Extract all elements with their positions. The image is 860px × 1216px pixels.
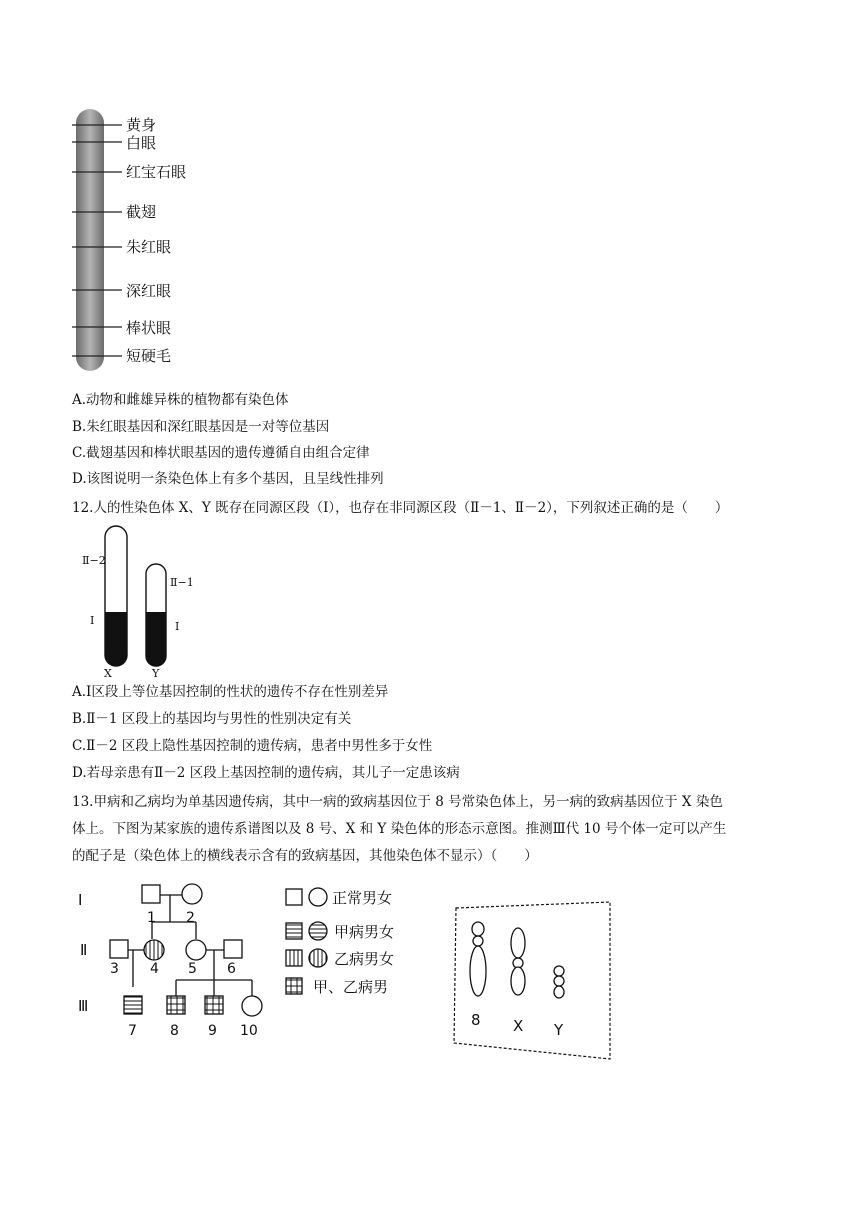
- legend-label: 乙病男女: [334, 950, 395, 968]
- gene-label: 深红眼: [126, 282, 172, 300]
- individual-number: 1: [147, 910, 156, 926]
- individual-number: 7: [128, 1023, 137, 1039]
- individual-10-female: [242, 996, 262, 1016]
- chromosome-label: 8: [471, 1011, 481, 1029]
- individual-number: 9: [208, 1023, 217, 1039]
- individual-number: 10: [240, 1023, 258, 1039]
- legend-normal-male-icon: [286, 889, 302, 905]
- option-a: A.Ⅰ区段上等位基因控制的性状的遗传不存在性别差异: [72, 684, 389, 700]
- generation-label: Ⅲ: [78, 997, 89, 1015]
- individual-6-male: [224, 940, 242, 958]
- individual-9-male-both-diseases: [205, 996, 223, 1014]
- individual-1-male: [142, 885, 160, 903]
- chromosome-y-short-arm: [554, 966, 564, 976]
- label-ii-1: Ⅱ−1: [170, 576, 194, 589]
- gene-label: 黄身: [126, 116, 157, 134]
- sex-chromosome-figure: [82, 522, 222, 678]
- question-13-stem-line-3: 的配子是（染色体上的横线表示含有的致病基因，其他染色体不显示）（ ）: [72, 848, 538, 864]
- chromosome-8-short-arm: [472, 922, 484, 936]
- x-homologous-segment: [105, 612, 127, 666]
- gene-label: 短硬毛: [126, 347, 172, 365]
- legend-both-male-icon: [286, 978, 302, 994]
- individual-number: 2: [186, 910, 195, 926]
- individual-number: 8: [170, 1023, 179, 1039]
- individual-number: 5: [188, 961, 197, 977]
- generation-label: Ⅱ: [80, 941, 88, 959]
- chromosome-y-centromere: [554, 976, 564, 986]
- chromosome-x-short-arm: [511, 928, 525, 958]
- chromosome-y-long-arm: [554, 986, 564, 998]
- label-x: X: [104, 667, 112, 678]
- individual-number: 6: [227, 961, 236, 977]
- individual-8-male-both-diseases: [167, 996, 185, 1014]
- option-d: D.该图说明一条染色体上有多个基因，且呈线性排列: [72, 471, 384, 487]
- option-b: B.朱红眼基因和深红眼基因是一对等位基因: [72, 419, 330, 435]
- chromosome-label: Y: [554, 1021, 564, 1039]
- gene-label: 朱红眼: [126, 238, 172, 256]
- chromosome-8-centromere: [473, 936, 483, 946]
- label-y: Y: [152, 667, 160, 678]
- gene-map-figure: [70, 105, 210, 375]
- chromosome-body: [76, 109, 104, 371]
- option-d: D.若母亲患有Ⅱ－2 区段上基因控制的遗传病，其儿子一定患该病: [72, 765, 460, 781]
- gene-label: 白眼: [126, 134, 157, 152]
- individual-4-female-yi-disease: [144, 940, 164, 960]
- legend-normal-female-icon: [309, 888, 327, 906]
- individual-number: 3: [110, 961, 119, 977]
- option-c: C.Ⅱ－2 区段上隐性基因控制的遗传病，患者中男性多于女性: [72, 738, 433, 754]
- gene-label: 棒状眼: [126, 319, 172, 337]
- individual-number: 4: [150, 961, 159, 977]
- individual-3-male: [110, 940, 128, 958]
- legend-yi-female-icon: [309, 949, 327, 967]
- option-b: B.Ⅱ－1 区段上的基因均与男性的性别决定有关: [72, 711, 352, 727]
- question-13-stem-line-2: 体上。下图为某家族的遗传系谱图以及 8 号、X 和 Y 染色体的形态示意图。推测Ⅲ代 10 号个体一定可以产生: [72, 821, 727, 837]
- individual-5-female: [186, 940, 206, 960]
- legend-jia-male-icon: [286, 923, 302, 939]
- gene-label: 截翅: [126, 203, 157, 221]
- chromosome-label: X: [513, 1017, 524, 1035]
- individual-2-female: [182, 884, 202, 904]
- generation-label: Ⅰ: [78, 891, 83, 909]
- label-i-left: Ⅰ: [90, 614, 95, 627]
- label-i-right: Ⅰ: [175, 620, 180, 633]
- gene-label: 红宝石眼: [126, 163, 187, 181]
- option-c: C.截翅基因和棒状眼基因的遗传遵循自由组合定律: [72, 445, 370, 461]
- y-homologous-segment: [146, 612, 166, 666]
- individual-7-male-jia-disease: [124, 996, 142, 1014]
- legend-label: 正常男女: [332, 889, 393, 907]
- option-a: A.动物和雌雄异株的植物都有染色体: [72, 392, 289, 408]
- pedigree-figure: [72, 875, 792, 1070]
- question-12-stem: 12.人的性染色体 X、Y 既存在同源区段（Ⅰ），也存在非同源区段（Ⅱ－1、Ⅱ－2），下列叙述正确的是（ ）: [72, 500, 729, 516]
- legend-yi-male-icon: [286, 950, 302, 966]
- chromosome-x-long-arm: [511, 967, 525, 995]
- chromosome-8-long-arm: [470, 946, 486, 996]
- question-13-stem-line-1: 13.甲病和乙病均为单基因遗传病，其中一病的致病基因位于 8 号常染色体上，另一病的致病基因位于 X 染色: [72, 794, 723, 810]
- legend-jia-female-icon: [309, 922, 327, 940]
- label-ii-2: Ⅱ−2: [82, 554, 106, 567]
- legend-label: 甲病男女: [334, 923, 395, 941]
- legend-label: 甲、乙病男: [313, 978, 389, 996]
